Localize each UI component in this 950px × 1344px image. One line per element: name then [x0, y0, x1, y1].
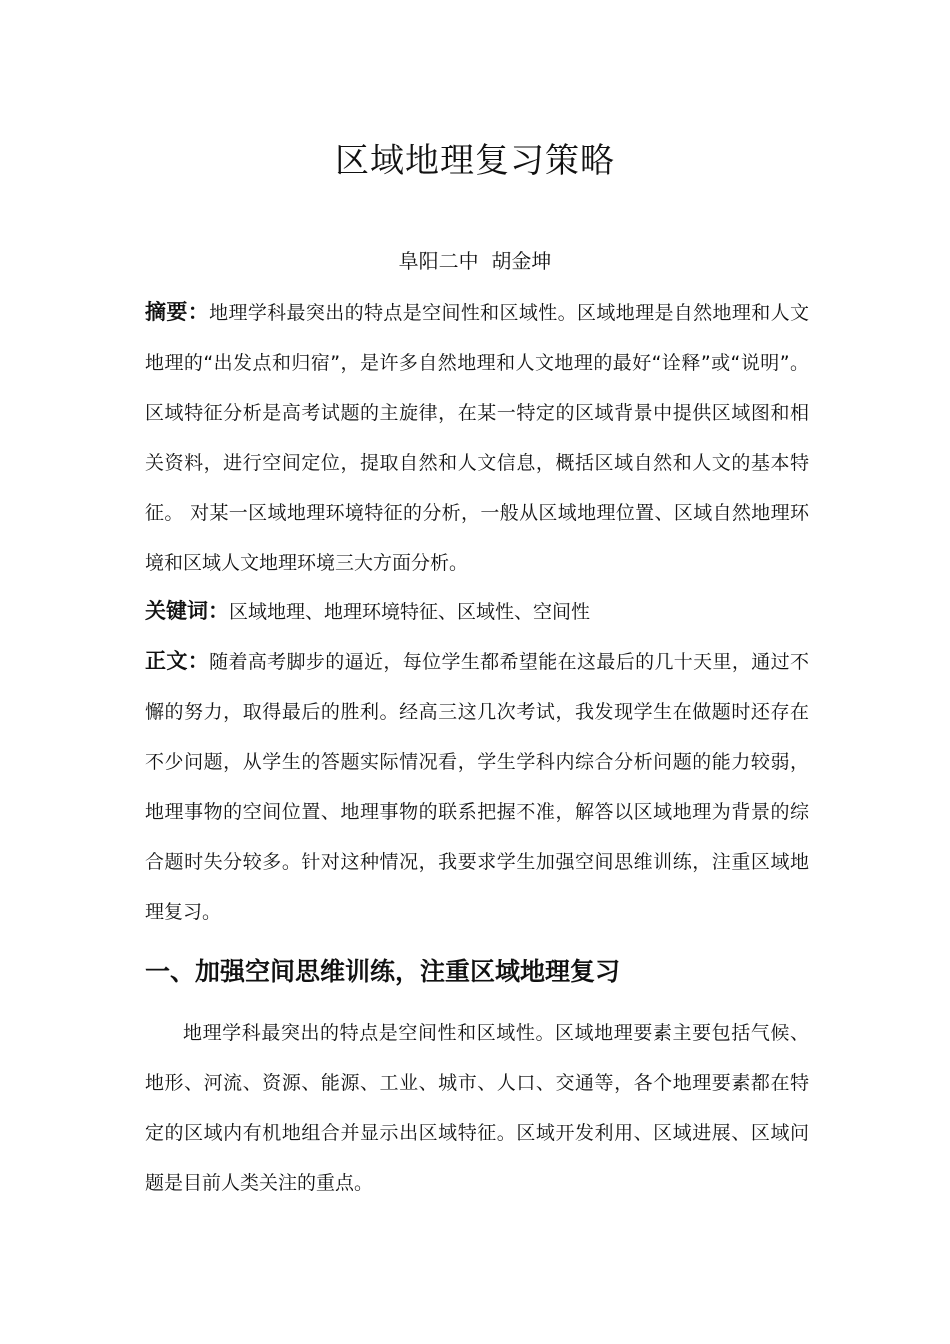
keywords-text: 区域地理、地理环境特征、区域性、空间性 — [229, 601, 591, 623]
body-paragraph — [145, 636, 809, 937]
author-line: 阜阳二中 胡金坤 — [398, 249, 552, 273]
body-text: 随着高考脚步的逼近，每位学生都希望能在这最后的几十天里，通过不懈的努力，取得最后的胜利。经高三这几次考试，我发现学生在做题时还存在不少问题，从学生的答题实际情况看，学生学科内综合分析问题的能力较弱，地理事物的空间位置、地理事物的联系把握不准，解答以区域地理为背景的综合题时失分较多。针对这种情况，我要求学生加强空间思维训练，注重区域地理复习。 — [145, 651, 809, 923]
keywords-label: 关键词： — [145, 599, 229, 623]
document-title: 区域地理复习策略 — [335, 141, 615, 181]
keywords-paragraph — [145, 586, 809, 637]
abstract-paragraph — [145, 287, 809, 588]
section-heading: 一、加强空间思维训练，注重区域地理复习 — [145, 957, 621, 986]
abstract-label: 摘要： — [145, 300, 210, 324]
body-label: 正文： — [145, 649, 210, 673]
abstract-text: 地理学科最突出的特点是空间性和区域性。区域地理是自然地理和人文地理的“出发点和归宿”，是许多自然地理和人文地理的最好“诠释”或“说明”。区域特征分析是高考试题的主旋律，在某一特定的区域背景中提供区域图和相关资料，进行空间定位，提取自然和人文信息，概括区域自然和人文的基本特征。 对某一区域地理环境特征的分析，一般从区域地理位置、区域自然地理环境和区域人文地理环境三大方面分析。 — [145, 302, 809, 574]
section-paragraph: 地理学科最突出的特点是空间性和区域性。区域地理要素主要包括气候、地形、河流、资源、能源、工业、城市、人口、交通等，各个地理要素都在特定的区域内有机地组合并显示出区域特征。区域开发利用、区域进展、区域问题是目前人类关注的重点。 — [145, 1022, 809, 1194]
